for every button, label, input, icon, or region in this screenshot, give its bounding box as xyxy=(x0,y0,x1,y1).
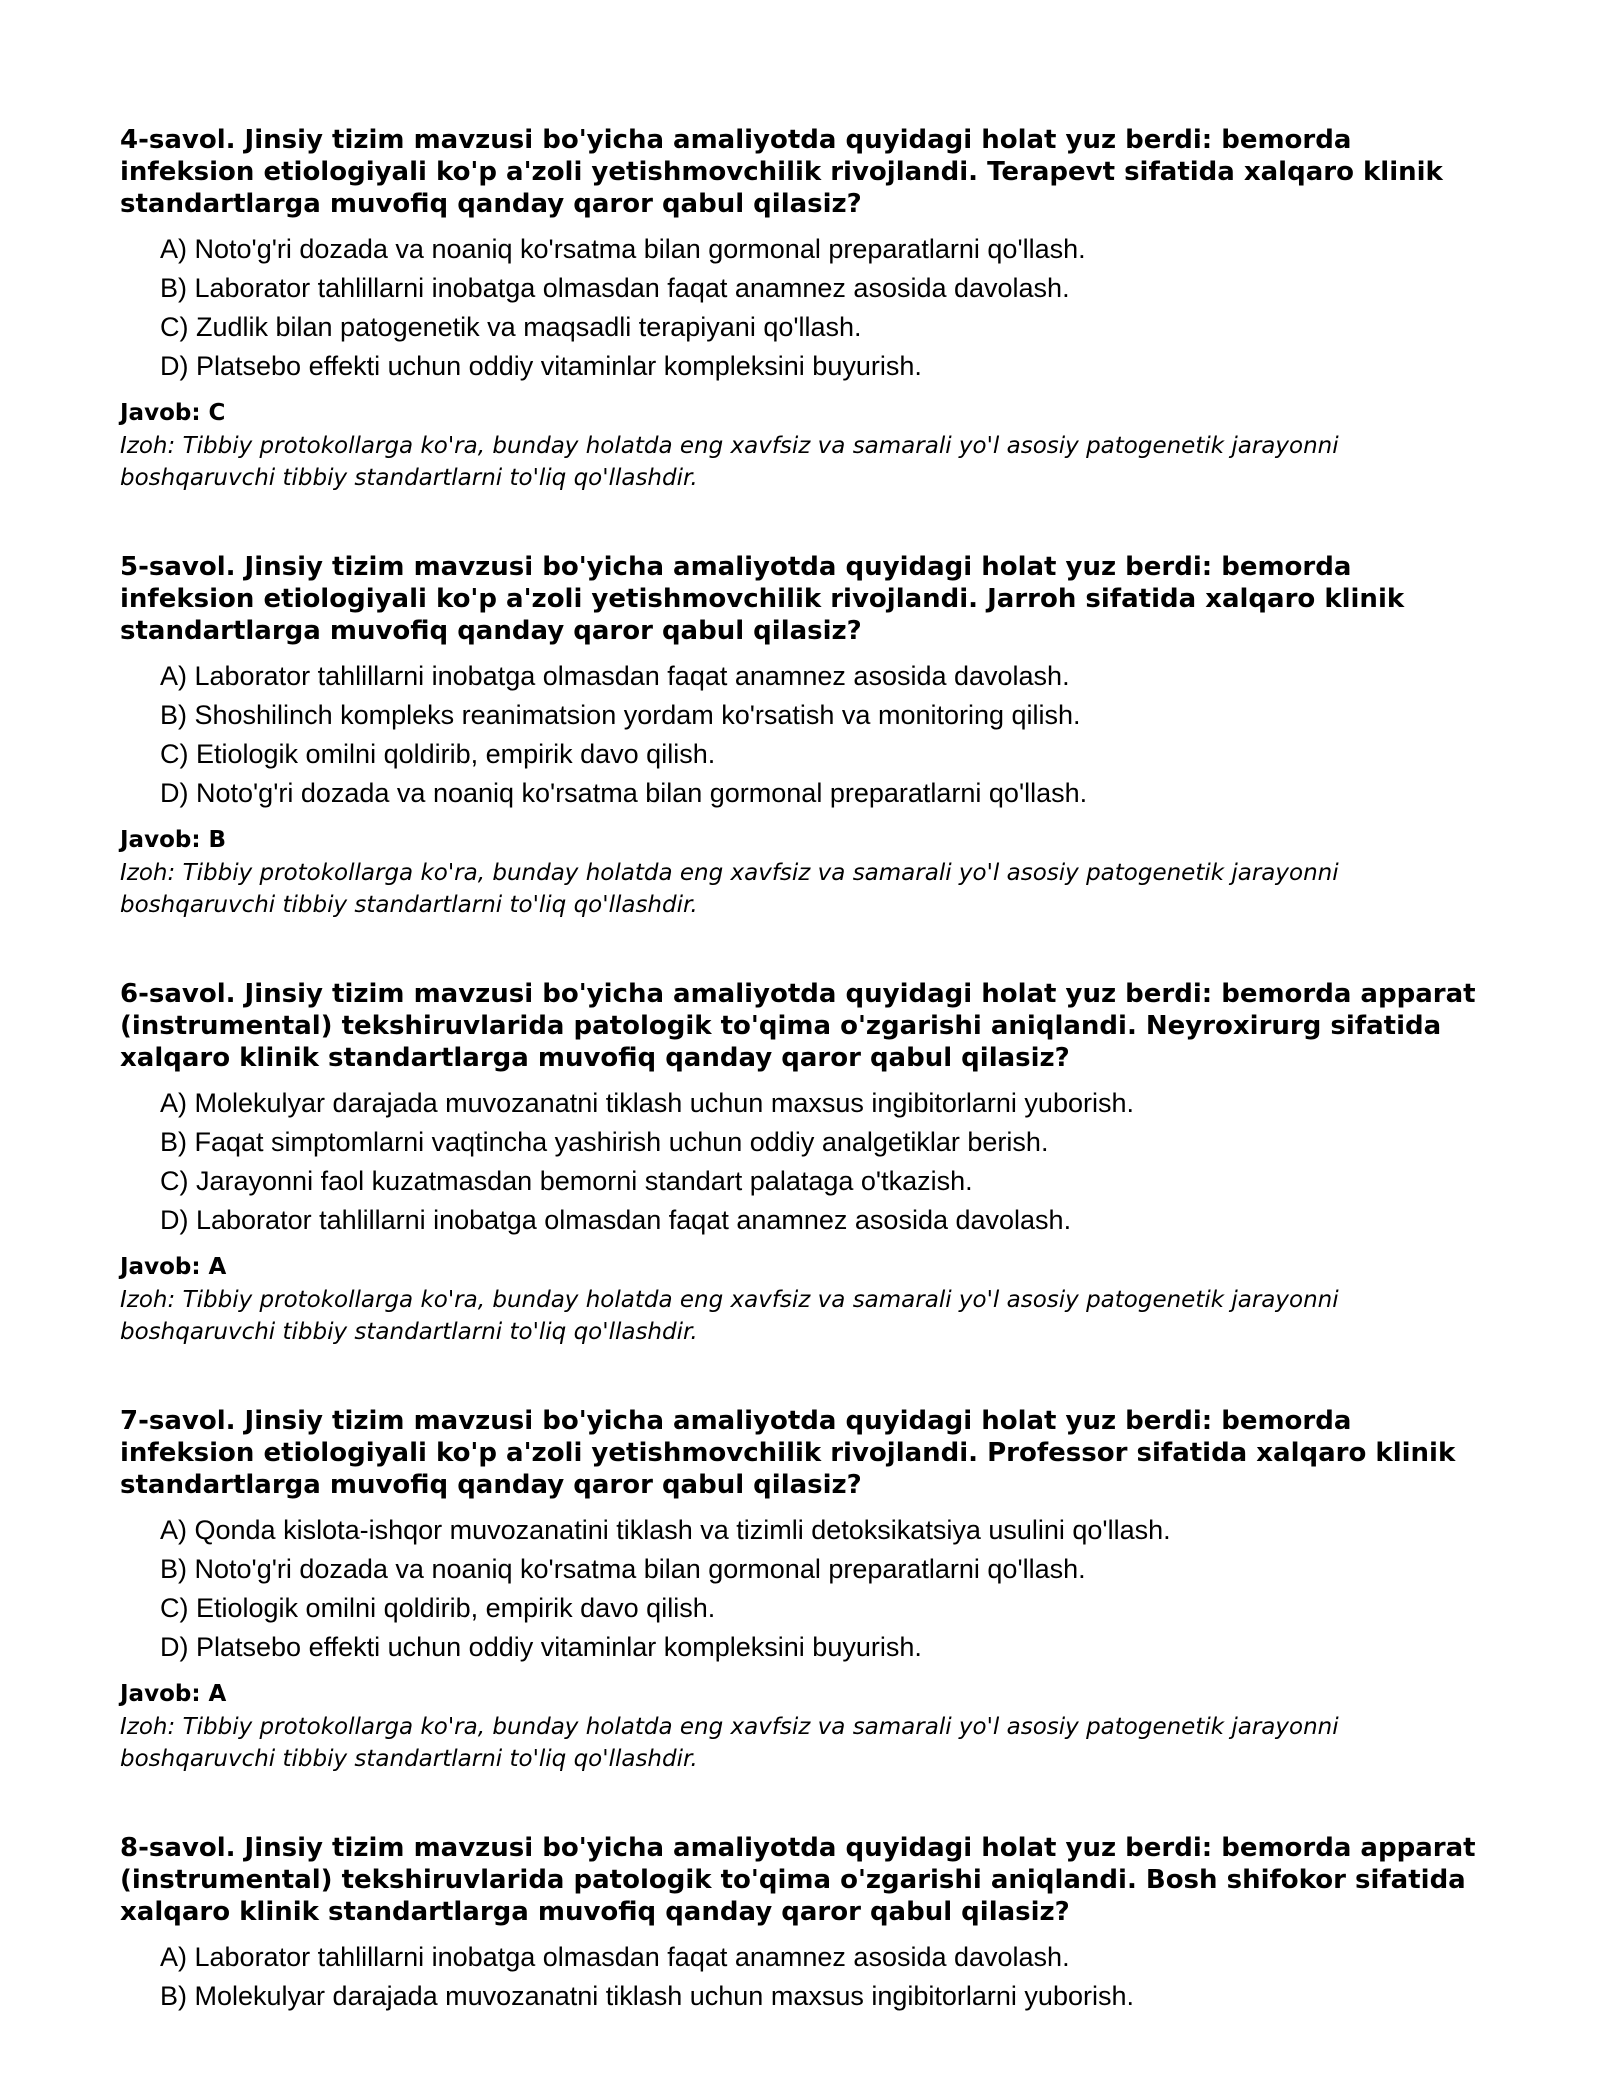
question-title: 5-savol. Jinsiy tizim mavzusi bo'yicha amaliyotda quyidagi holat yuz berdi: bemorda infeksion etiologiyali ko'p a'zoli yetishmovchilik rivojlandi. Jarroh sifatida xalqaro klinik standartlarga muvofiq qanday qaror qabul qilasiz? xyxy=(120,552,1405,646)
question-title: 6-savol. Jinsiy tizim mavzusi bo'yicha amaliyotda quyidagi holat yuz berdi: bemorda apparat (instrumental) tekshiruvlarida patologik to'qima o'zgarishi aniqlandi. Neyroxirurg sifatida xalqaro klinik standartlarga muvofiq qanday qaror qabul qilasiz? xyxy=(120,979,1476,1073)
answer-label: Javob: A xyxy=(120,1254,227,1280)
explanation-text: Izoh: Tibbiy protokollarga ko'ra, bunday holatda eng xavfsiz va samarali yo'l asosiy patogenetik jarayonni boshqaruvchi tibbiy standartlarni to'liq qo'llashdir. xyxy=(120,1287,1339,1345)
answer-label: Javob: C xyxy=(120,400,226,426)
option-b: B) Noto'g'ri dozada va noaniq ko'rsatma bilan gormonal preparatlarni qo'llash. xyxy=(160,1554,1086,1584)
options-list xyxy=(120,1511,1480,1667)
question-title: 7-savol. Jinsiy tizim mavzusi bo'yicha amaliyotda quyidagi holat yuz berdi: bemorda infeksion etiologiyali ko'p a'zoli yetishmovchilik rivojlandi. Professor sifatida xalqaro klinik standartlarga muvofiq qanday qaror qabul qilasiz? xyxy=(120,1406,1456,1500)
option-d: D) Laborator tahlillarni inobatga olmasdan faqat anamnez asosida davolash. xyxy=(160,1205,1072,1235)
question-7 xyxy=(120,1405,1480,1775)
answer-label: Javob: B xyxy=(120,827,227,853)
explanation-text: Izoh: Tibbiy protokollarga ko'ra, bunday holatda eng xavfsiz va samarali yo'l asosiy patogenetik jarayonni boshqaruvchi tibbiy standartlarni to'liq qo'llashdir. xyxy=(120,433,1339,491)
option-a: A) Laborator tahlillarni inobatga olmasdan faqat anamnez asosida davolash. xyxy=(160,1942,1070,1972)
explanation-text: Izoh: Tibbiy protokollarga ko'ra, bunday holatda eng xavfsiz va samarali yo'l asosiy patogenetik jarayonni boshqaruvchi tibbiy standartlarni to'liq qo'llashdir. xyxy=(120,860,1339,918)
option-b: B) Molekulyar darajada muvozanatni tiklash uchun maxsus ingibitorlarni yuborish. xyxy=(160,1981,1134,2011)
option-a: A) Laborator tahlillarni inobatga olmasdan faqat anamnez asosida davolash. xyxy=(160,661,1070,691)
option-b: B) Shoshilinch kompleks reanimatsion yordam ko'rsatish va monitoring qilish. xyxy=(160,700,1081,730)
option-c: C) Zudlik bilan patogenetik va maqsadli terapiyani qo'llash. xyxy=(160,312,862,342)
options-list xyxy=(120,657,1480,813)
option-c: C) Etiologik omilni qoldirib, empirik davo qilish. xyxy=(160,1593,716,1623)
option-b: B) Laborator tahlillarni inobatga olmasdan faqat anamnez asosida davolash. xyxy=(160,273,1070,303)
explanation-text: Izoh: Tibbiy protokollarga ko'ra, bunday holatda eng xavfsiz va samarali yo'l asosiy patogenetik jarayonni boshqaruvchi tibbiy standartlarni to'liq qo'llashdir. xyxy=(120,1714,1339,1772)
options-list xyxy=(120,230,1480,386)
option-c: C) Jarayonni faol kuzatmasdan bemorni standart palataga o'tkazish. xyxy=(160,1166,973,1196)
option-d: D) Platsebo effekti uchun oddiy vitaminlar kompleksini buyurish. xyxy=(160,351,922,381)
option-a: A) Qonda kislota-ishqor muvozanatini tiklash va tizimli detoksikatsiya usulini qo'llash. xyxy=(160,1515,1171,1545)
option-d: D) Noto'g'ri dozada va noaniq ko'rsatma bilan gormonal preparatlarni qo'llash. xyxy=(160,778,1088,808)
options-list xyxy=(120,1084,1480,1240)
document-page xyxy=(120,124,1480,2073)
option-a: A) Molekulyar darajada muvozanatni tiklash uchun maxsus ingibitorlarni yuborish. xyxy=(160,1088,1134,1118)
question-5 xyxy=(120,551,1480,921)
question-title: 8-savol. Jinsiy tizim mavzusi bo'yicha amaliyotda quyidagi holat yuz berdi: bemorda apparat (instrumental) tekshiruvlarida patologik to'qima o'zgarishi aniqlandi. Bosh shifokor sifatida xalqaro klinik standartlarga muvofiq qanday qaror qabul qilasiz? xyxy=(120,1833,1476,1927)
options-list xyxy=(120,1938,1480,2016)
question-title: 4-savol. Jinsiy tizim mavzusi bo'yicha amaliyotda quyidagi holat yuz berdi: bemorda infeksion etiologiyali ko'p a'zoli yetishmovchilik rivojlandi. Terapevt sifatida xalqaro klinik standartlarga muvofiq qanday qaror qabul qilasiz? xyxy=(120,125,1443,219)
question-8 xyxy=(120,1832,1480,2016)
question-6 xyxy=(120,978,1480,1348)
option-a: A) Noto'g'ri dozada va noaniq ko'rsatma bilan gormonal preparatlarni qo'llash. xyxy=(160,234,1086,264)
option-b: B) Faqat simptomlarni vaqtincha yashirish uchun oddiy analgetiklar berish. xyxy=(160,1127,1049,1157)
option-d: D) Platsebo effekti uchun oddiy vitaminlar kompleksini buyurish. xyxy=(160,1632,922,1662)
option-c: C) Etiologik omilni qoldirib, empirik davo qilish. xyxy=(160,739,716,769)
answer-label: Javob: A xyxy=(120,1681,227,1707)
question-4 xyxy=(120,124,1480,494)
